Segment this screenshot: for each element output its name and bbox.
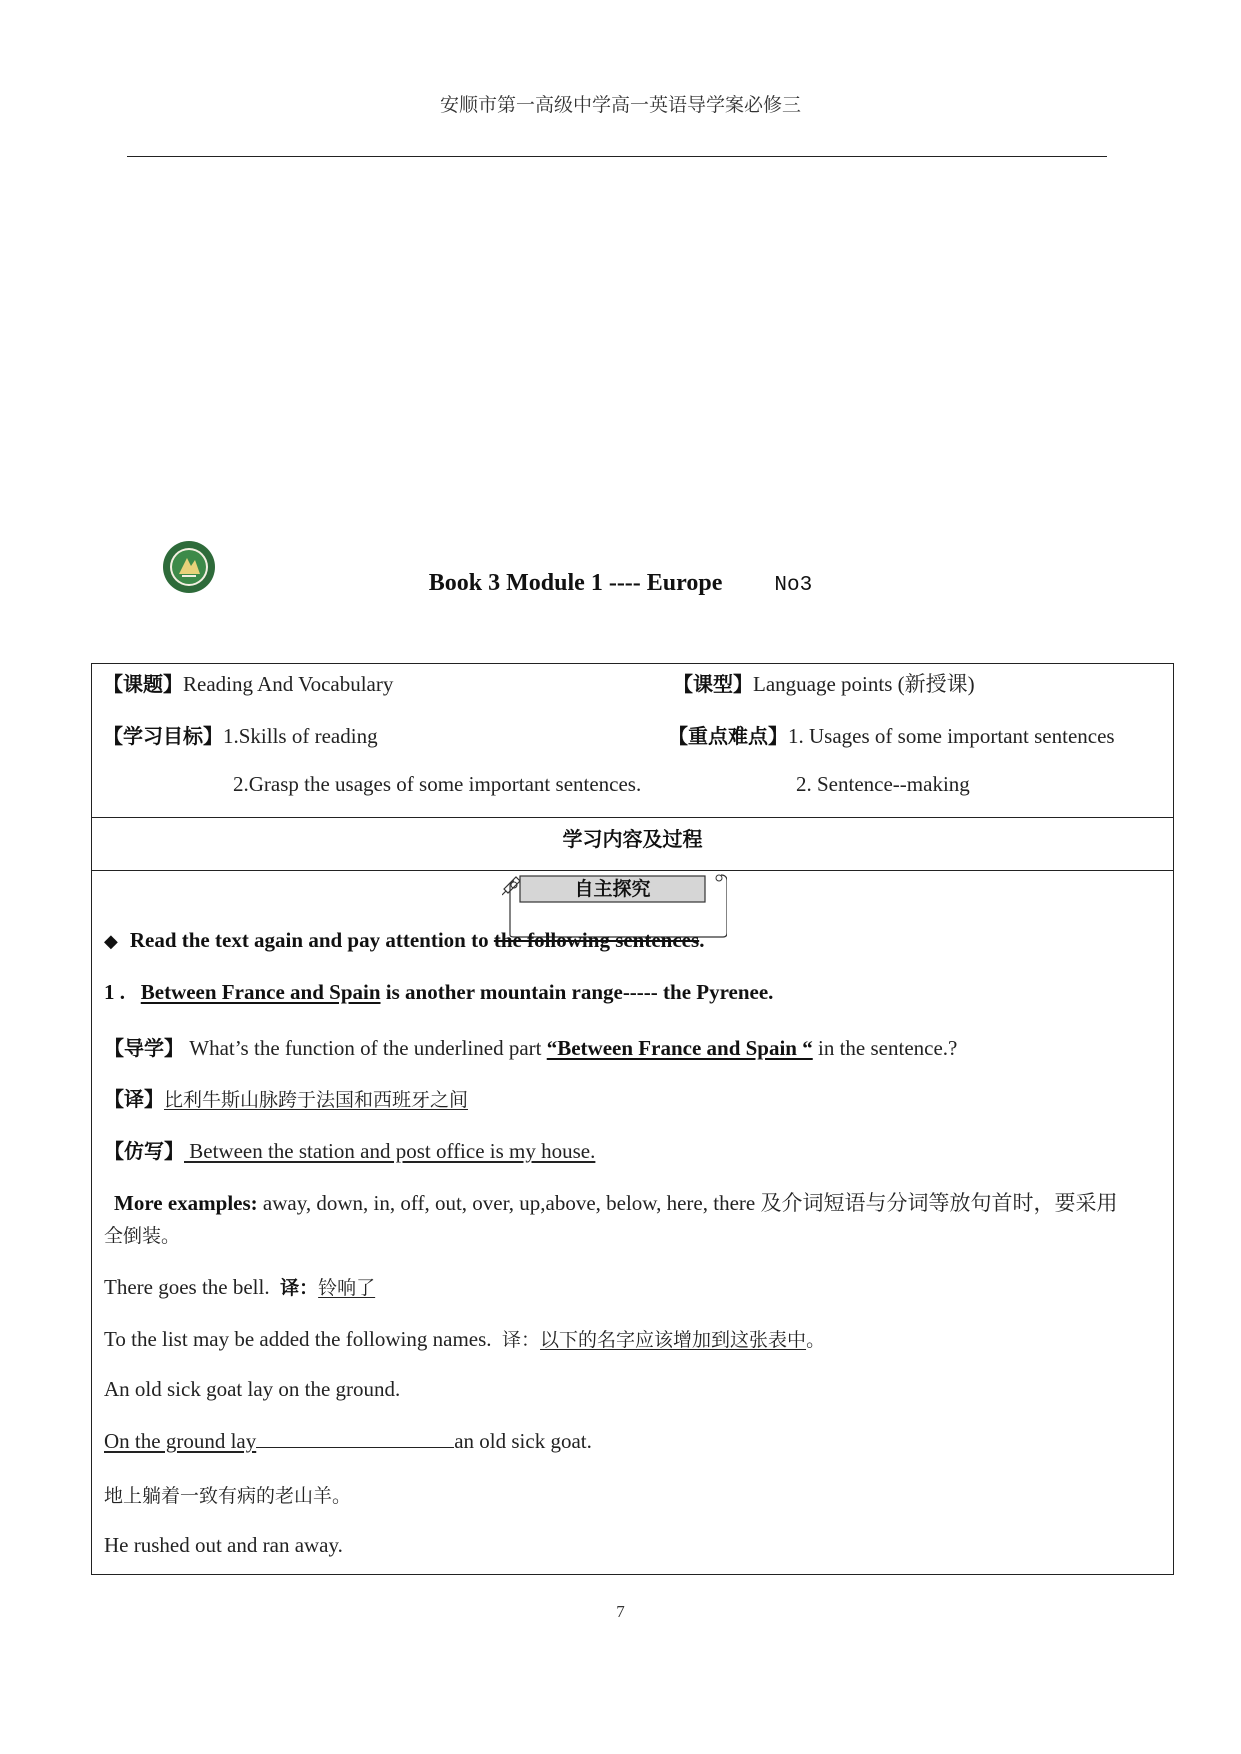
page-number: 7 — [616, 1602, 625, 1621]
instruction-end: . — [699, 928, 705, 952]
more-examples-text: away, down, in, off, out, over, up,above, below, here, there 及介词短语与分词等放句首时，要采用 — [257, 1191, 1118, 1215]
goals-label: 【学习目标】 — [103, 724, 223, 748]
translation-line — [104, 1083, 468, 1112]
goal-2: 2.Grasp the usages of some important sentences. — [233, 772, 642, 796]
instruction-struck: the following sentences — [493, 928, 700, 952]
diamond-bullet-icon: ◆ — [104, 931, 118, 952]
topic-row — [103, 668, 393, 697]
fill-blank[interactable] — [256, 1429, 454, 1448]
guide-end: in the sentence.? — [812, 1036, 958, 1060]
translation-text: 比利牛斯山脉跨于法国和西班牙之间 — [164, 1089, 469, 1111]
goal-1: 1.Skills of reading — [223, 724, 378, 748]
example-2-en: To the list may be added the following names. — [104, 1327, 492, 1351]
more-examples-line — [114, 1187, 1117, 1217]
sentence-1-number: 1 . — [104, 980, 125, 1004]
example-2 — [104, 1325, 825, 1352]
key-label: 【重点难点】 — [668, 724, 788, 748]
imitation-line — [104, 1135, 595, 1164]
sentence-1-underlined: Between France and Spain — [140, 980, 381, 1004]
type-value: Language points (新授课) — [753, 672, 975, 696]
example-1-cn: 铃响了 — [318, 1277, 376, 1299]
example-3-en: An old sick goat lay on the ground. — [104, 1377, 401, 1401]
guide-quote: “Between France and Spain “ — [546, 1036, 813, 1060]
imitation-label: 【仿写】 — [104, 1139, 184, 1163]
example-2-end: 。 — [806, 1329, 826, 1351]
guide-text: What’s the function of the underlined part — [184, 1036, 547, 1060]
title-number: No3 — [774, 574, 813, 597]
topic-value: Reading And Vocabulary — [183, 672, 394, 696]
sentence-1-rest: is another mountain range----- the Pyrenee. — [380, 980, 774, 1004]
instruction-line — [104, 928, 704, 953]
example-4-en: He rushed out and ran away. — [104, 1533, 343, 1557]
topic-label: 【课题】 — [103, 672, 183, 696]
section-heading: 学习内容及过程 — [562, 827, 703, 851]
banner-label: 自主探究 — [574, 878, 651, 900]
guide-line — [104, 1032, 957, 1061]
type-label: 【课型】 — [673, 672, 753, 696]
example-1-en: There goes the bell. — [104, 1275, 270, 1299]
header-rule — [127, 156, 1107, 157]
key-2: 2. Sentence--making — [796, 772, 970, 796]
example-2-label: 译： — [502, 1329, 541, 1351]
example-1-label: 译： — [280, 1277, 319, 1299]
translation-label: 【译】 — [104, 1087, 164, 1111]
imitation-text: Between the station and post office is my house. — [184, 1139, 596, 1163]
running-header: 安顺市第一高级中学高一英语导学案必修三 — [439, 95, 801, 116]
more-examples-text-2: 全倒装。 — [104, 1225, 181, 1247]
example-1 — [104, 1273, 375, 1300]
example-2-cn: 以下的名字应该增加到这张表中 — [540, 1329, 807, 1351]
example-3-fill-text: On the ground lay — [104, 1429, 257, 1453]
document-title — [0, 570, 1241, 597]
title-main: Book 3 Module 1 ---- Europe — [428, 570, 723, 596]
key-row — [668, 720, 1115, 749]
goals-row — [103, 720, 378, 749]
sentence-1 — [104, 980, 773, 1005]
example-3-cn: 地上躺着一致有病的老山羊。 — [104, 1485, 352, 1507]
key-1: 1. Usages of some important sentences — [788, 724, 1115, 748]
instruction-text: Read the text again and pay attention to — [129, 928, 494, 952]
more-examples-label: More examples: — [114, 1191, 258, 1215]
example-3-rest: an old sick goat. — [454, 1429, 592, 1453]
table-divider — [91, 817, 1174, 818]
example-3-fill — [104, 1429, 592, 1454]
guide-label: 【导学】 — [104, 1036, 184, 1060]
table-divider — [91, 870, 1174, 871]
type-row — [673, 668, 975, 698]
